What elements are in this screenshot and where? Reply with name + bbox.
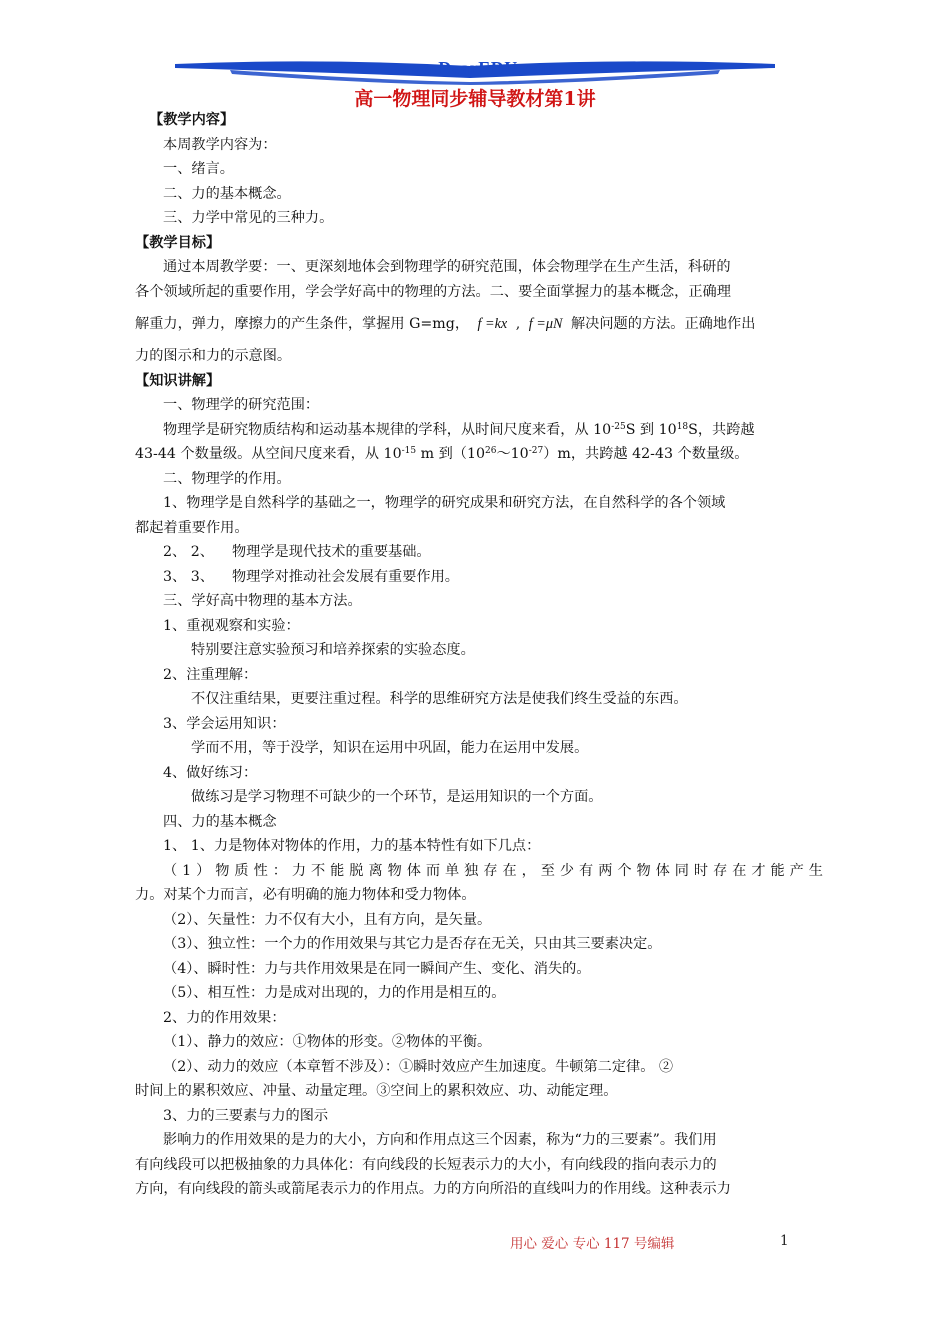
list-item: 3、 3、 物理学对推动社会发展有重要作用。 [163, 568, 459, 585]
paragraph-line [135, 418, 823, 443]
content-line: 二、力的基本概念。 [163, 185, 291, 202]
property-line: （1）物质性：力不能脱离物体而单独存在，至少有两个物体同时存在才能产生 [163, 862, 823, 879]
section-heading-knowledge: 【知识讲解】 [135, 372, 221, 389]
effect-line: （1）、静力的效应：①物体的形变。②物体的平衡。 [163, 1034, 492, 1050]
method-detail: 学而不用，等于没学，知识在运用中巩固，能力在运用中发展。 [191, 740, 589, 756]
section-heading-content: 【教学内容】 [149, 112, 235, 128]
effect-line: （2）、动力的效应（本章暂不涉及）：①瞬时效应产生加速度。牛顿第二定律。 ② [163, 1058, 674, 1075]
paragraph-line: 都起着重要作用。 [135, 519, 249, 536]
document-body [135, 108, 823, 1202]
method-detail: 特别要注意实验预习和培养探索的实验态度。 [191, 642, 475, 658]
method-title: 2、注重理解： [163, 666, 258, 683]
goals-line: 各个领域所起的重要作用，学会学好高中的物理的方法。二、要全面掌握力的基本概念，正确理 [135, 283, 731, 300]
property-line: 力。对某个力而言，必有明确的施力物体和受力物体。 [135, 887, 476, 903]
text: 物理学是研究物质结构和运动基本规律的学科，从时间尺度来看，从 10 [163, 421, 612, 438]
text: S 到 10 [625, 421, 677, 438]
paragraph-line: 方向，有向线段的箭头或箭尾表示力的作用点。力的方向所沿的直线叫力的作用线。这种表示力 [135, 1181, 731, 1197]
method-detail: 做练习是学习物理不可缺少的一个环节，是运用知识的一个方面。 [191, 789, 603, 805]
goals-formula-line [135, 304, 823, 344]
paragraph-line [135, 442, 823, 467]
paragraph-line: 影响力的作用效果的是力的大小，方向和作用点这三个因素，称为“力的三要素”。我们用 [163, 1132, 717, 1148]
exponent: -27 [528, 446, 544, 456]
property-line: （2）、矢量性：力不仅有大小，且有方向，是矢量。 [163, 911, 492, 928]
page-number: 1 [780, 1233, 789, 1249]
exponent: 18 [676, 421, 689, 432]
subsection-title: 二、物理学的作用。 [163, 470, 291, 487]
goals-text: 解决问题的方法。正确地作出 [570, 316, 756, 332]
content-line: 一、绪言。 [163, 161, 234, 177]
property-line: （5）、相互性：力是成对出现的，力的作用是相互的。 [163, 985, 506, 1001]
subsection-title: 一、物理学的研究范围： [163, 397, 320, 413]
goals-line: 通过本周教学要：一、更深刻地体会到物理学的研究范围，体会物理学在生产生活，科研的 [163, 259, 731, 275]
method-title: 1、重视观察和实验： [163, 617, 300, 634]
paragraph-line: 2、力的作用效果： [163, 1009, 286, 1026]
property-line: （3）、独立性：一个力的作用效果与其它力是否存在无关，只由其三要素决定。 [163, 936, 662, 952]
property-line: （4）、瞬时性：力与共作用效果是在同一瞬间产生、变化、消失的。 [163, 960, 591, 977]
subsection-title: 三、学好高中物理的基本方法。 [163, 593, 362, 609]
exponent: -15 [401, 446, 417, 456]
goals-line: 力的图示和力的示意图。 [135, 348, 292, 364]
exponent: 26 [485, 446, 497, 456]
text: S，共跨越 [688, 421, 755, 438]
paragraph-line: 3、力的三要素与力的图示 [163, 1107, 329, 1124]
text: ～10 [496, 446, 529, 462]
exponent: -25 [611, 421, 626, 432]
method-title: 3、学会运用知识： [163, 715, 286, 732]
text: ）m，共跨越 42-43 个数量级。 [543, 446, 749, 462]
formula-friction: f =μN [528, 316, 563, 332]
text: 43-44 个数量级。从空间尺度来看，从 10 [135, 446, 402, 462]
method-detail: 不仅注重结果，更要注重过程。科学的思维研究方法是使我们终生受益的东西。 [191, 691, 688, 707]
content-line: 本周教学内容为： [163, 136, 277, 153]
list-item: 2、 2、 物理学是现代技术的重要基础。 [163, 544, 431, 560]
site-url: www.DearEDU.com [393, 58, 557, 78]
effect-line: 时间上的累积效应、冲量、动量定理。③空间上的累积效应、功、动能定理。 [135, 1083, 618, 1099]
paragraph-line: 1、物理学是自然科学的基础之一，物理学的研究成果和研究方法，在自然科学的各个领域 [163, 495, 726, 511]
paragraph-line: 有向线段可以把极抽象的力具体化：有向线段的长短表示力的大小，有向线段的指向表示力的 [135, 1156, 717, 1173]
subsection-title: 四、力的基本概念 [163, 813, 277, 830]
goals-text: , [515, 316, 521, 332]
paragraph-line: 1、 1、力是物体对物体的作用，力的基本特性有如下几点： [163, 838, 541, 854]
section-heading-goals: 【教学目标】 [135, 234, 221, 251]
method-title: 4、做好练习： [163, 764, 258, 781]
document-title: 高一物理同步辅导教材第1讲 [354, 88, 596, 110]
goals-text: 解重力，弹力，摩擦力的产生条件，掌握用 G=mg， [135, 316, 470, 332]
content-line: 三、力学中常见的三种力。 [163, 210, 334, 226]
text: m 到（10 [416, 446, 486, 462]
footer-slogan: 用心 爱心 专心 117 号编辑 [510, 1236, 675, 1252]
formula-hooke: f =kx [477, 316, 508, 332]
